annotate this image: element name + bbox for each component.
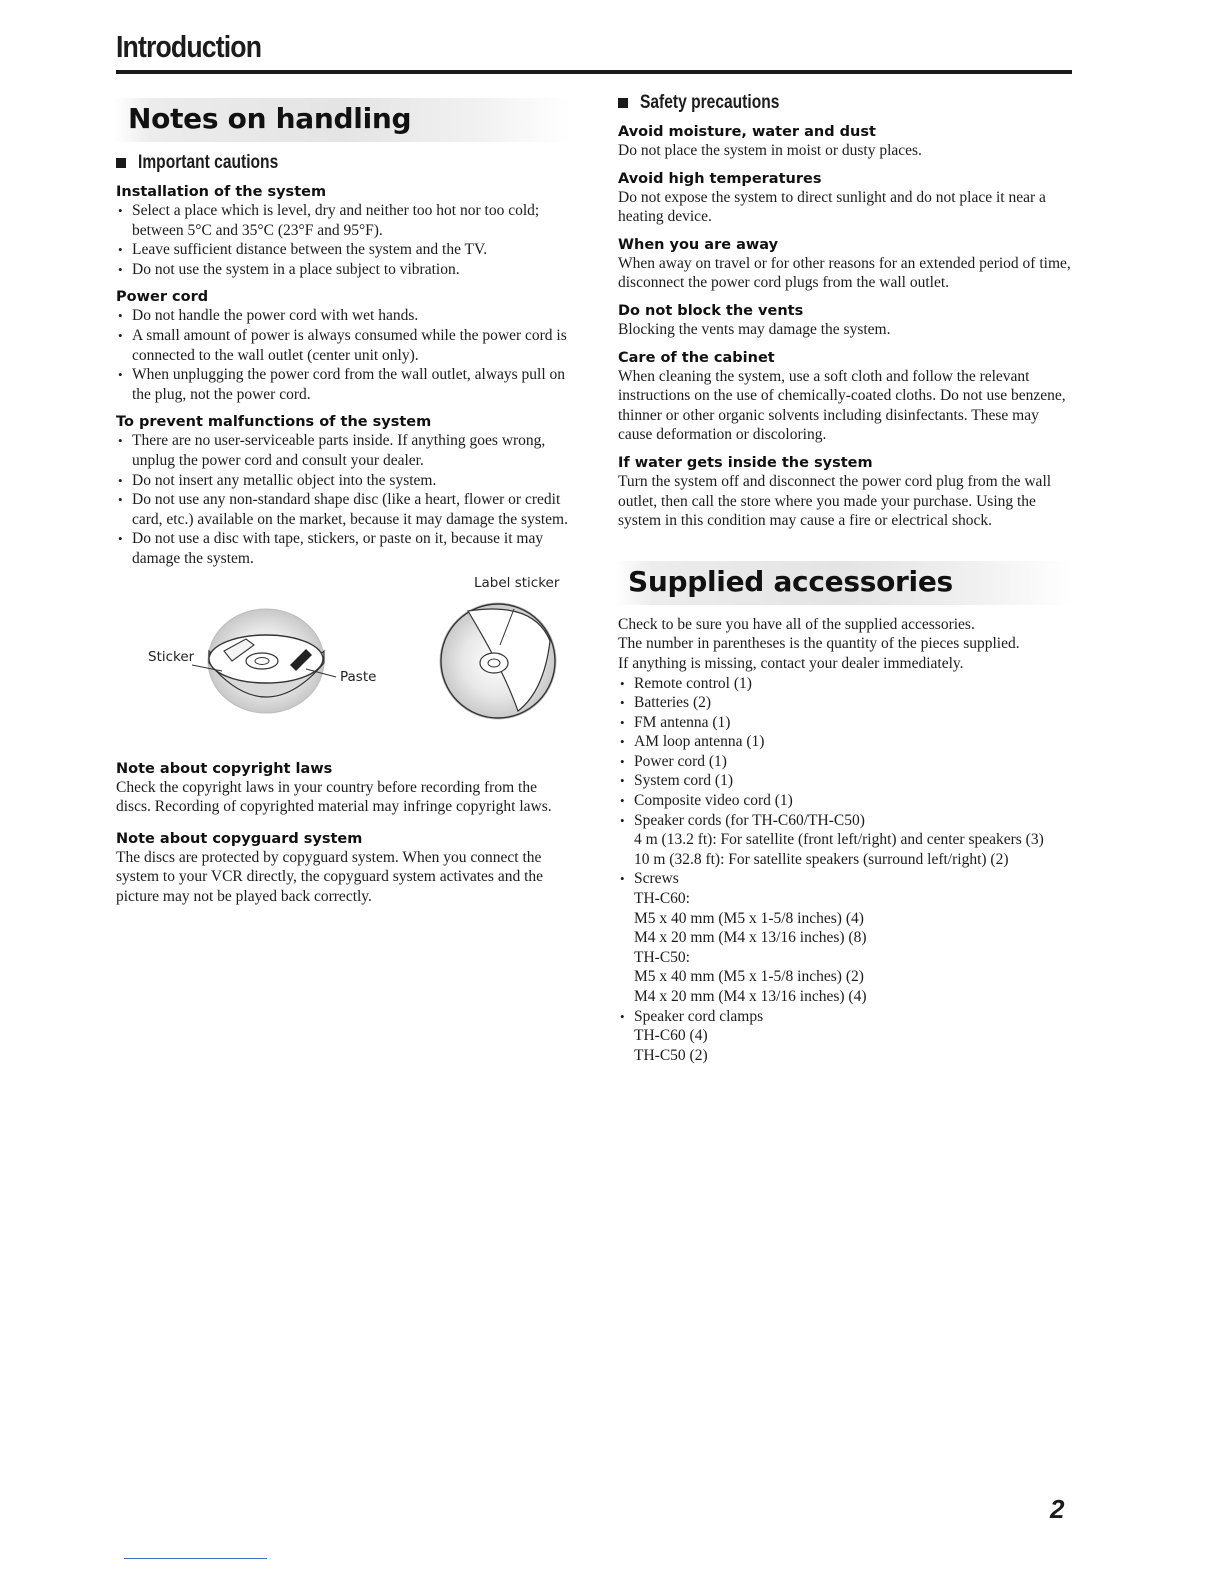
safety-text: Do not expose the system to direct sunlight and do not place it near a heating device. (618, 188, 1046, 226)
sub-lines: 4 m (13.2 ft): For satellite (front left/right) and center speakers (3) 10 m (32.8 ft): For satellite speakers (surround left/right) (2) (634, 831, 1044, 868)
safety-heading: Do not block the vents (618, 302, 804, 319)
safety-heading: Avoid high temperatures (618, 170, 822, 187)
footer-line (124, 1558, 267, 1559)
right-column (616, 88, 1072, 1065)
safety-precautions-heading: Safety precautions (618, 92, 1072, 114)
notes-on-handling-banner (114, 92, 570, 146)
notes-on-handling-title: Notes on handling (128, 102, 412, 135)
safety-heading: When you are away (618, 236, 779, 253)
figure-label-label-sticker: Label sticker (474, 574, 560, 591)
list-item: • Power cord (1) (634, 752, 1072, 772)
malfunctions-heading: To prevent malfunctions of the system (116, 414, 432, 431)
list-item: • AM loop antenna (1) (634, 732, 1072, 752)
page-header (116, 28, 1072, 66)
power-cord-heading: Power cord (116, 289, 209, 306)
list-item: • Do not use the system in a place subject to vibration. (132, 260, 570, 280)
copyright-text: Check the copyright laws in your country before recording from the discs. Recording of copyrighted material may infringe copyright laws. (116, 778, 552, 816)
list-item: • Screws TH-C60: M5 x 40 mm (M5 x 1-5/8 inches) (4) M4 x 20 mm (M4 x 13/16 inches) (8) TH-C50: M5 x 40 mm (M5 x 1-5/8 inches) (2) M4 x 20 mm (M4 x 13/16 inches) (4) (634, 869, 1072, 1006)
figure-label-paste: Paste (340, 668, 377, 685)
list-item: • Remote control (1) (634, 674, 1072, 694)
list-item: • Select a place which is level, dry and neither too hot nor too cold; between 5°C and 35°C (23°F and 95°F). (132, 201, 570, 240)
list-item: • System cord (1) (634, 771, 1072, 791)
sub-lines: TH-C60 (4) TH-C50 (2) (634, 1027, 708, 1064)
list-item: • FM antenna (1) (634, 713, 1072, 733)
safety-text: When cleaning the system, use a soft cloth and follow the relevant instructions on the use of chemically-coated cloths. Do not use benzene, thinner or other organic solvents including disinfectants. These may cause deformation or discoloring. (618, 367, 1066, 444)
malfunctions-list (114, 431, 570, 568)
safety-section (616, 303, 1072, 340)
accessories-intro-line: Check to be sure you have all of the supplied accessories. (618, 615, 975, 633)
list-item: • When unplugging the power cord from the wall outlet, always pull on the plug, not the power cord. (132, 365, 570, 404)
safety-section (616, 455, 1072, 531)
list-item: • Speaker cords (for TH-C60/TH-C50) 4 m (13.2 ft): For satellite (front left/right) and center speakers (3) 10 m (32.8 ft): For satellite speakers (surround left/right) (2) (634, 811, 1072, 870)
list-item: • Speaker cord clamps TH-C60 (4) TH-C50 (2) (634, 1007, 1072, 1066)
installation-list (114, 201, 570, 279)
list-item: • There are no user-serviceable parts inside. If anything goes wrong, unplug the power cord and consult your dealer. (132, 431, 570, 470)
section-title: Introduction (116, 29, 262, 64)
sub-lines: TH-C60: M5 x 40 mm (M5 x 1-5/8 inches) (4) M4 x 20 mm (M4 x 13/16 inches) (8) TH-C50: M5 x 40 mm (M5 x 1-5/8 inches) (2) M4 x 20 mm (M4 x 13/16 inches) (4) (634, 890, 867, 1005)
safety-text: Do not place the system in moist or dusty places. (618, 142, 922, 159)
safety-section (616, 171, 1072, 227)
accessories-intro-line: The number in parentheses is the quantity of the pieces supplied. (618, 635, 1020, 653)
safety-heading: Care of the cabinet (618, 349, 775, 366)
list-item: • A small amount of power is always consumed while the power cord is connected to the wall outlet (center unit only). (132, 326, 570, 365)
disc-illustration (114, 574, 570, 751)
left-column (114, 92, 570, 906)
page-number: 2 (1050, 1494, 1065, 1524)
power-cord-list (114, 306, 570, 404)
copyright-heading: Note about copyright laws (116, 760, 333, 777)
disc-drawing (114, 581, 570, 751)
list-item: • Do not handle the power cord with wet hands. (132, 306, 570, 326)
safety-text: When away on travel or for other reasons for an extended period of time, disconnect the power cord plugs from the wall outlet. (618, 254, 1071, 292)
figure-label-sticker: Sticker (148, 648, 195, 665)
supplied-accessories-banner (616, 555, 1072, 609)
copyguard-text: The discs are protected by copyguard system. When you connect the system to your VCR directly, the copyguard system activates and the picture may not be played back correctly. (116, 848, 544, 905)
square-bullet-icon (116, 158, 126, 168)
safety-heading: Avoid moisture, water and dust (618, 124, 876, 140)
safety-section (616, 237, 1072, 293)
installation-heading: Installation of the system (116, 184, 327, 200)
list-item: • Leave sufficient distance between the system and the TV. (132, 240, 570, 260)
header-rule (116, 70, 1072, 74)
accessories-intro-line: If anything is missing, contact your dealer immediately. (618, 654, 964, 672)
list-item: • Do not insert any metallic object into the system. (132, 471, 570, 491)
copyguard-heading: Note about copyguard system (116, 830, 363, 847)
supplied-accessories-title: Supplied accessories (628, 564, 953, 598)
list-item: • Do not use any non-standard shape disc (like a heart, flower or credit card, etc.) available on the market, because it may damage the system. (132, 490, 570, 529)
safety-section (616, 350, 1072, 445)
list-item: • Composite video cord (1) (634, 791, 1072, 811)
safety-text: Blocking the vents may damage the system. (618, 320, 891, 338)
square-bullet-icon (618, 98, 628, 108)
list-item: • Batteries (2) (634, 693, 1072, 713)
list-item: • Do not use a disc with tape, stickers, or paste on it, because it may damage the system. (132, 529, 570, 568)
important-cautions-heading: Important cautions (116, 152, 570, 174)
safety-text: Turn the system off and disconnect the power cord plug from the wall outlet, then call the store where you made your purchase. Using the system in this condition may cause a fire or electrical shock. (618, 472, 1052, 530)
safety-heading: If water gets inside the system (618, 454, 873, 471)
safety-section (616, 124, 1072, 161)
accessories-list (616, 674, 1072, 1066)
